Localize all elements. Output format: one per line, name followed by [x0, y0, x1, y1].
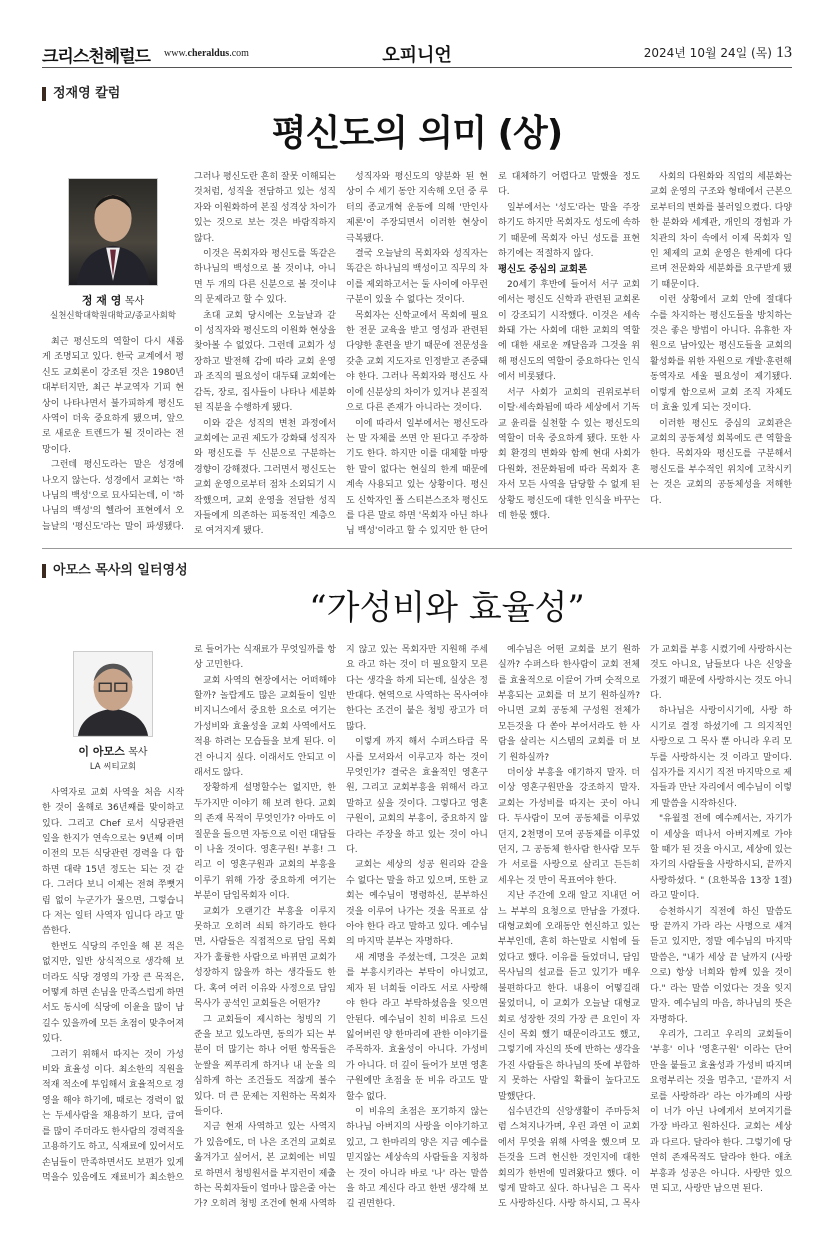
paragraph: 결국 오늘날의 목회자와 성직자는 똑같은 하나님의 백성이고 직무의 차이를 제외하고서는 둘 사이에 아무런 구분이 있을 수 없다는 것이다. [346, 249, 488, 306]
paragraph: 교회 사역의 현장에서는 어떠해야 할까? 놀랍게도 많은 교회들이 일반 비지니스에서 중요한 요소로 여기는 가성비와 효율성을 교회 사역에서도 적용 하려는 모습들을 보게 된다. 이건 아니지 싶다. 이래서도 안되고 이래서도 않다. [194, 675, 336, 778]
paragraph: 이러한 평신도 중심의 교회관은 교회의 공동체성 회복에도 큰 역할을 한다. 목회자와 평신도를 구분해서 평신도를 부수적인 위치에 고착시키는 것은 교회의 공동체성을 저해한다. [650, 418, 792, 506]
paragraph: 이런 상황에서 교회 안에 절대다수를 차지하는 평신도들을 방치하는 것은 좋은 방법이 아니다. 유휴한 자원으로 남아있는 평신도들을 교회의 활성화를 위한 자원으로 개발·훈련해 동역자로 세울 필요성이 제기됐다. 이렇게 함으로써 교회 조직 자체도 더 효율 있게 되는 것이다. [650, 295, 792, 414]
paragraph: 이 비유의 초점은 포기하지 않는 하나님 아버지의 사랑을 이야기하고 있고, 그 한마리의 양은 지금 예수를 믿지않는 세상속의 사람들을 지칭하는 것이 아니라 바로 '나' 라는 말씀을 하고 계신다 라고 한번 생각해 보길 권면한다. [346, 1106, 488, 1210]
column-label: 정재영 칼럼 [42, 87, 120, 101]
paragraph: 승천하시기 직전에 하신 말씀도 땅 끝까지 가라 라는 사명으로 새겨듣고 있지만, 정말 예수님의 마지막 말씀은, "내가 세상 끝 날까지 (사랑으로) 항상 너희와 함께 있을 것이다." 라는 말씀 이었다는 것을 잊지말자. 예수님의 마음, 하나님의 뜻은 자명하다. [650, 906, 792, 1025]
author-box [42, 643, 184, 774]
paragraph: 그러기 위해서 따지는 것이 가성비와 효율성 이다. 최소한의 직원을 적재 적소에 투입해서 효율적으로 경영을 해야 하기에, 때로는 경력이 없는 두세사람을 채용하기 보다, 급여를 많이 주더라도 한사람의 경력직을 고용하기도 하고, 식재료에 있어서도 손님들이 만족하면서도 보편가 있게 먹을수 있음에도 재료비가 최소한으로 들어가는 식재료가 무엇일까를 항상 고민한다. [42, 644, 336, 1183]
paragraph: 성직자와 평신도의 양분화 된 현상이 수 세기 동안 지속해 오던 중 루터의 종교개혁 운동에 의해 '만인사제론'이 주장되면서 이러한 현상이 극복됐다. [346, 172, 488, 244]
author-name: 이 아모스 목사 [78, 744, 148, 758]
article-body [42, 170, 792, 540]
section-name: 오피니언 [382, 45, 452, 66]
paragraph: "유월절 전에 예수께서는, 자기가 이 세상을 떠나서 아버지께로 가야 할 때가 된 것을 아시고, 세상에 있는 자기의 사람들을 사랑하시되, 끝까지 사랑하셨다. " (요한복음 13장 1절) 라고 말이다. [650, 814, 792, 902]
author-photo [73, 651, 153, 737]
newspaper-page [42, 38, 792, 1213]
paragraph: 더이상 부흥을 얘기하지 말자. 더이상 영혼구원만을 강조하지 말자. 교회는 가성비를 따지는 곳이 아니다. 두사람이 모여 공동체를 이루었던지, 2천명이 모여 공동체를 이루었던지, 그 공동체 한사람 한사람 모두가 서로를 사랑으로 살리고 든든히 세우는 것 만이 목표여야 한다. [498, 768, 640, 886]
author-affiliation: LA 씨티교회 [89, 761, 137, 772]
article-title: “가성비와 효율성” [309, 587, 585, 628]
paragraph: 교회가 오랜기간 부흥을 이루지 못하고 오히려 쇠퇴 하기라도 한다면, 사람들은 직접적으로 담임 목회자가 훌륭한 사람으로 바뀌면 교회가 성장하지 않을까 하는 생각들도 한다. 혹여 여러 이유와 사정으로 담임목사가 공석인 교회들은 어떤가? [194, 906, 336, 1010]
paragraph: 한번도 식당의 주인을 해 본 적은 없지만, 일반 상식적으로 생각해 보더라도 식당 경영의 가장 큰 목적은, 어떻게 하면 손님을 만족스럽게 하면서도 동시에 식당에 이윤을 많이 남길수 있을까에 모든 초점이 맞추어져 있다. [42, 941, 184, 1045]
page-number: 13 [776, 44, 792, 61]
site-url[interactable]: www.cheraldus.com [164, 48, 249, 59]
paragraph: 교회는 세상의 성공 원리와 같을 수 없다는 말을 하고 있으며, 또한 교회는 예수님이 명령하신, 분부하신 것을 이루어 나가는 것을 목표로 삼아야 한다 라고 말하고 있다. 예수님의 마지막 분부는 자명하다. [346, 860, 488, 948]
paragraph: 새 계명을 주셨는데, 그것은 교회를 부흥시키라는 부탁이 아니었고, 제자 된 너희들 이라도 서로 사랑해야 한다 라고 부탁하셨음을 잊으면 안된다. 예수님이 친히 비유로 드신 잃어버린 양 한마리에 관한 이야기를 주목하자. 효율성이 아니다. 가성비가 아니다. 더 깊이 들어가 보면 영혼 구원에만 초점을 둔 비유 라고도 말할수 없다. [346, 952, 488, 1102]
issue-date: 2024년 10월 24일 (목) 13 [643, 44, 792, 61]
paragraph: 사역자로 교회 사역을 처음 시작한 것이 올해로 36년째를 맞이하고 있다. 그리고 Chef 로서 식당관련 일을 한지가 연속으로는 9년째 이며 이전의 모든 식당관련 경력을 다 합하면 대략 15년 정도는 되는 것 같다. 그러다 보니 이제는 전혀 쭈뼛거림 없이 누군가가 물으면, 그렇습니다 저는 일터 사역자 입니다 라고 말씀한다. [42, 787, 184, 937]
subheading: 평신도 중심의 교회론 [498, 264, 588, 276]
section-divider [42, 548, 792, 549]
paragraph: 이와 같은 성직의 변천 과정에서 교회에는 교권 제도가 강화돼 성직자와 평신도를 두 신분으로 구분하는 경향이 강해졌다. 그러면서 평신도는 교회 운영으로부터 점차 소외되기 시작했으며, 교회 운영을 전담한 성직자들에게 의존하는 피동적인 계층으로 여겨지게 됐다. [194, 418, 336, 537]
paragraph: 최근 평신도의 역할이 다시 새롭게 조명되고 있다. 한국 교계에서 평신도 교회론이 강조된 것은 1980년대부터지만, 최근 부교역자 기피 현상이 나타나면서 불가피하게 평신도 사역이 더욱 중요하게 됐으며, 앞으로 새로운 트렌드가 될 것이라는 전망이다. [42, 337, 184, 455]
article-title: 평신도의 의미 (상) [271, 113, 563, 154]
masthead [42, 38, 792, 68]
paragraph: 이렇게 까지 해서 수퍼스타급 목사를 모셔와서 이루고자 하는 것이 무엇인가? 결국은 효율적인 영혼구원, 그리고 교회부흥을 위해서 라고 말하고 싶을 것이다. 그렇다고 영혼구원이, 교회의 부흥이, 중요하지 않다라는 주장을 하고 있는 것이 아니다. [346, 737, 488, 856]
paragraph: 예수님은 어떤 교회를 보기 원하실까? 수퍼스타 한사람이 교회 전체를 효율적으로 이끌어 가며 숫적으로 부흥되는 교회를 더 보기 원하실까? 아니면 교회 공동체 구성원 전체가 모든것을 다 쏟아 부어서라도 한 사람을 살리는 시스템의 교회를 더 보기 원하실까? [498, 644, 640, 763]
paragraph: 그 교회들이 제시하는 청빙의 기준을 보고 있노라면, 동의가 되는 부분이 더 많기는 하나 어떤 항목들은 눈쌀을 찌푸리게 하거나 내 눈을 의심하게 하는 조건들도 적잖게 볼수 있다. 더 큰 문제는 지원하는 목회자 들이다. [194, 1014, 336, 1117]
column-label: 아모스 목사의 일터영성 [42, 564, 188, 578]
paragraph: 지금 현재 사역하고 있는 사역지가 있음에도, 더 나은 조건의 교회로 옮겨가고 싶어서, 본 교회에는 비밀로 하면서 청빙원서를 부지런이 제출하는 목회자들이 얼마나 많은줄 아는가? 오히려 청빙 조건에 현재 사역하지 않고 있는 목회자만 지원해 주세요 라고 하는 것이 더 필요할지 모른다는 생각을 하게 되는데, 실상은 정 반대다. 현역으로 사역하는 목사여야 한다는 조건이 붙은 청빙 광고가 더 많다. [194, 644, 488, 1210]
paragraph: 장황하게 설명할수는 없지만, 한 두가지만 이야기 해 보려 한다. 교회의 존재 목적이 무엇인가? 아마도 이 질문을 들으면 자동으로 이런 대답들이 나올 것이다. 영혼구원! 부흥! 그리고 이 영혼구원과 교회의 부흥을 이루기 위해 가장 중요하게 여기는 부분이 담임목회자 이다. [194, 783, 336, 902]
paragraph: 그런데 평신도라는 말은 성경에 나오지 않는다. 성경에서 교회는 '하나님의 백성'으로 묘사되는데, 이 '하나님의 백성'의 헬라어 표현에서 오늘날의 '평신도'라는 말이 파생됐다. 그러나 평신도란 흔히 잘못 이해되는 것처럼, 성직을 전담하고 있는 성직자와 이원화하여 본질 성격상 차이가 있는 것으로 보는 것은 바람직하지 않다. [42, 172, 336, 532]
paragraph: 지난 주간에 오래 알고 지내던 어느 부부의 요청으로 만남을 가졌다. 대형교회에 오래동안 헌신하고 있는 부부인데, 흔히 하는말로 시험에 들었다고 했다. 이유를 들었더니, 담임목사님의 설교를 듣고 있기가 매우 불편하다고 한다. 내용이 어떻길래 물었더니, 이 교회가 오늘날 대형교회로 성장한 것의 가장 큰 요인이 자신이 목회 했기 때문이라고도 했고, 그렇기에 자신의 뜻에 반하는 생각을 가진 사람들은 하나님의 뜻에 부합하지 못하는 사람일 확률이 높다고도 말했단다. [498, 891, 640, 1102]
paragraph: 일부에서는 '성도'라는 말을 주장하기도 하지만 목회자도 성도에 속하기 때문에 목회자 아닌 성도를 표현하기에는 적절하지 않다. [498, 202, 640, 260]
paragraph: 목회자는 신학교에서 목회에 필요한 전문 교육을 받고 영성과 관련된 다양한 훈련을 받기 때문에 전문성을 갖춘 교회 지도자로 인정받고 존중돼야 한다. 그러나 목회자와 평신도 사이에 신분상의 차이가 있거나 본질적으로 다른 존재가 아니라는 것이다. [346, 310, 488, 414]
paragraph: 우리가, 그리고 우리의 교회들이 '부흥' 이나 '영혼구원' 이라는 단어만을 붙들고 효율성과 가성비 따지며 요령부리는 것을 멈추고, '끝까지 서로를 사랑하라' 라는 아가페의 사랑이 너가 아닌 나에게서 보여지기를 가장 바라고 원하신다. 교회는 세상과 다르다. 달라야 한다. 그렇기에 당연히 존재목적도 달라야 한다. 애초 부흥과 성공은 아니다. 사랑만 있으면 되고, 사랑만 남으면 된다. [650, 1029, 792, 1194]
paragraph: 이에 따라서 일부에서는 평신도라는 말 자체를 쓰면 안 된다고 주장하기도 한다. 하지만 이를 대체할 마땅한 말이 없다는 현실의 한계 때문에 계속 사용되고 있는 상황이다. 평신도 신학자인 폴 스티븐스조차 평신도를 다른 말로 하면 '목회자 아닌 하나님 백성'이라고 할 수 있지만 한 단어로 대체하기 어렵다고 말했을 정도다. [346, 172, 640, 537]
paragraph: 이것은 목회자와 평신도를 똑같은 하나님의 백성으로 볼 것이냐, 아니면 두 개의 다른 신분으로 볼 것이냐의 문제라고 할 수 있다. [194, 249, 336, 306]
paragraph: 하나님은 사랑이시기에, 사랑 하시기로 결정 하셨기에 그 의지적인 사랑으로 그 목사 뿐 아니라 우리 모두를 사랑하시는 것 이라고 말이다. 십자가를 지시기 직전 마지막으로 제자들과 만난 자리에서 예수님이 이렇게 말씀을 시작하신다. [650, 706, 792, 809]
author-box [42, 170, 184, 323]
author-affiliation: 실천신학대학원대학교/종교사회학 [49, 311, 177, 321]
paragraph: 사회의 다원화와 직업의 세분화는 교회 운영의 구조와 형태에서 근본으로부터의 변화를 불러일으켰다. 다양한 분화와 세계관, 개인의 경험과 가치관의 차이 속에서 이제 목회자 일인 체제의 교회 운영은 한계에 다다르며 전문화와 세분화를 요구받게 됐기 때문이다. [650, 172, 792, 290]
paragraph: 20세기 후반에 들어서 서구 교회에서는 평신도 신학과 관련된 교회론이 강조되기 시작했다. 이것은 세속화돼 가는 사회에 대한 교회의 역할에 대한 새로운 깨달음과 그것을 위해 평신도의 역할이 중요하다는 인식에서 비롯됐다. [498, 279, 640, 383]
author-name: 정 재 영 목사 [81, 294, 145, 307]
author-photo [68, 178, 158, 286]
paragraph: 십수년간의 신앙생활이 주마등처럼 스쳐지나가며, 우린 과연 이 교회에서 무엇을 위해 사역을 했으며 모든것을 드려 헌신한 것인지에 대한 회의가 한번에 밀려왔다고 했다. 이렇게 말하고 싶다. 하나님은 그 목사도 사랑하신다. 사랑 하시되, 그 목사가 교회를 부흥 시켰기에 사랑하시는 것도 아니요, 남들보다 나은 신앙을 가졌기 때문에 사랑하시는 것도 아니다. [498, 644, 792, 1210]
paragraph: 초대 교회 당시에는 오늘날과 같이 성직자와 평신도의 이원화 현상을 찾아볼 수 없었다. 그런데 교회가 성장하고 발전해 감에 따라 교회 운영과 조직의 필요성이 대두돼 교회에는 감독, 장로, 집사들이 나타나 세분화된 직분을 수행하게 됐다. [194, 310, 336, 414]
paragraph: 서구 사회가 교회의 권위로부터 이탈·세속화됨에 따라 세상에서 기독교 윤리를 실천할 수 있는 평신도의 역할이 더욱 중요하게 됐다. 또한 사회 환경의 변화와 함께 현대 사회가 다원화, 전문화됨에 따라 목회자 혼자서 모든 사역을 담당할 수 없게 된 상황도 평신도에 대한 인식을 바꾸는 데 한몫 했다. [498, 387, 640, 521]
newspaper-logo: 크리스천헤럴드 [42, 47, 150, 67]
article-body [42, 643, 792, 1213]
